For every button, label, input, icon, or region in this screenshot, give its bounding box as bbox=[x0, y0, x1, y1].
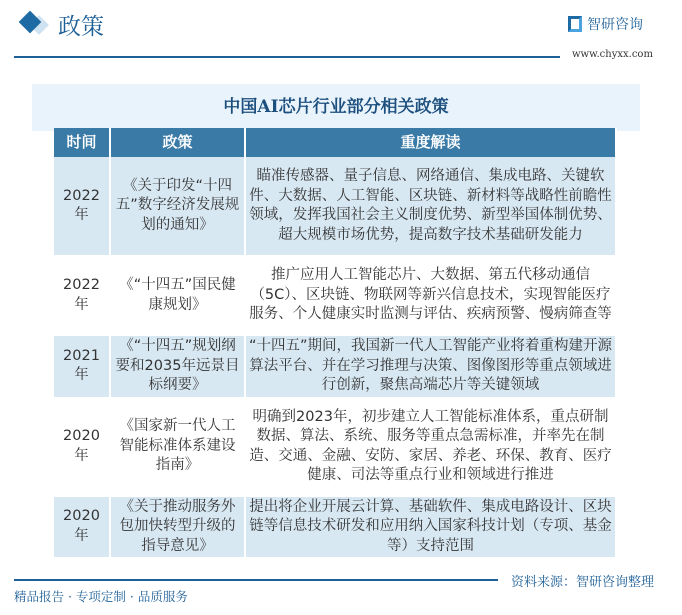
table-row bbox=[54, 335, 616, 398]
cell-detail: 推广应用人工智能芯片、大数据、第五代移动通信（5C）、区块链、物联网等新兴信息技术，实现智能医疗服务、个人健康实时监测与评估、疾病预警、慢病筛查等 bbox=[245, 256, 616, 335]
brand-logo bbox=[568, 14, 643, 34]
cell-detail: 明确到2023年，初步建立人工智能标准体系，重点研制数据、算法、系统、服务等重点急需标准，并率先在制造、交通、金融、安防、家居、养老、环保、教育、医疗健康、司法等重点行业和领域进行推进 bbox=[245, 398, 616, 496]
col-header-time: 时间 bbox=[54, 128, 110, 157]
divider bbox=[14, 56, 560, 58]
diamond-icon bbox=[19, 11, 42, 34]
cell-policy: 《关于推动服务外包加快转型升级的指导意见》 bbox=[110, 496, 245, 559]
policy-table bbox=[54, 128, 617, 559]
table-row bbox=[54, 157, 616, 256]
cell-detail: 瞄准传感器、量子信息、网络通信、集成电路、关键软件、大数据、人工智能、区块链、新材料等战略性前瞻性领域，发挥我国社会主义制度优势、新型举国体制优势、超大规模市场优势，提高数字技术基础研发能力 bbox=[245, 157, 616, 256]
footer-divider bbox=[14, 579, 498, 581]
cell-policy: 《“十四五”国民健康规划》 bbox=[110, 256, 245, 335]
logo-icon bbox=[568, 16, 582, 32]
cell-time: 2022年 bbox=[54, 157, 110, 256]
table-row bbox=[54, 496, 616, 559]
cell-detail: “十四五”期间，我国新一代人工智能产业将着重构建开源算法平台、并在学习推理与决策、图像图形等重点领域进行创新，聚焦高端芯片等关键领域 bbox=[245, 335, 616, 398]
cell-time: 2021年 bbox=[54, 335, 110, 398]
cell-time: 2020年 bbox=[54, 496, 110, 559]
table-row bbox=[54, 256, 616, 335]
cell-detail: 提出将企业开展云计算、基础软件、集成电路设计、区块链等信息技术研发和应用纳入国家科技计划（专项、基金等）支持范围 bbox=[245, 496, 616, 559]
table-title: 中国AI芯片行业部分相关政策 bbox=[32, 84, 640, 131]
cell-policy: 《国家新一代人工智能标准体系建设指南》 bbox=[110, 398, 245, 496]
site-url: www.chyxx.com bbox=[572, 49, 653, 60]
source-note: 资料来源：智研咨询整理 bbox=[511, 575, 655, 590]
table-row bbox=[54, 398, 616, 496]
cell-policy: 《关于印发“十四五”数字经济发展规划的通知》 bbox=[110, 157, 245, 256]
col-header-policy: 政策 bbox=[110, 128, 245, 157]
col-header-detail: 重度解读 bbox=[245, 128, 616, 157]
footer-slogan: 精品报告 · 专项定制 · 品质服务 bbox=[14, 589, 188, 604]
cell-policy: 《“十四五”规划纲要和2035年远景目标纲要》 bbox=[110, 335, 245, 398]
cell-time: 2022年 bbox=[54, 256, 110, 335]
section-title: 政策 bbox=[58, 14, 104, 40]
cell-time: 2020年 bbox=[54, 398, 110, 496]
logo-text: 智研咨询 bbox=[587, 17, 643, 33]
